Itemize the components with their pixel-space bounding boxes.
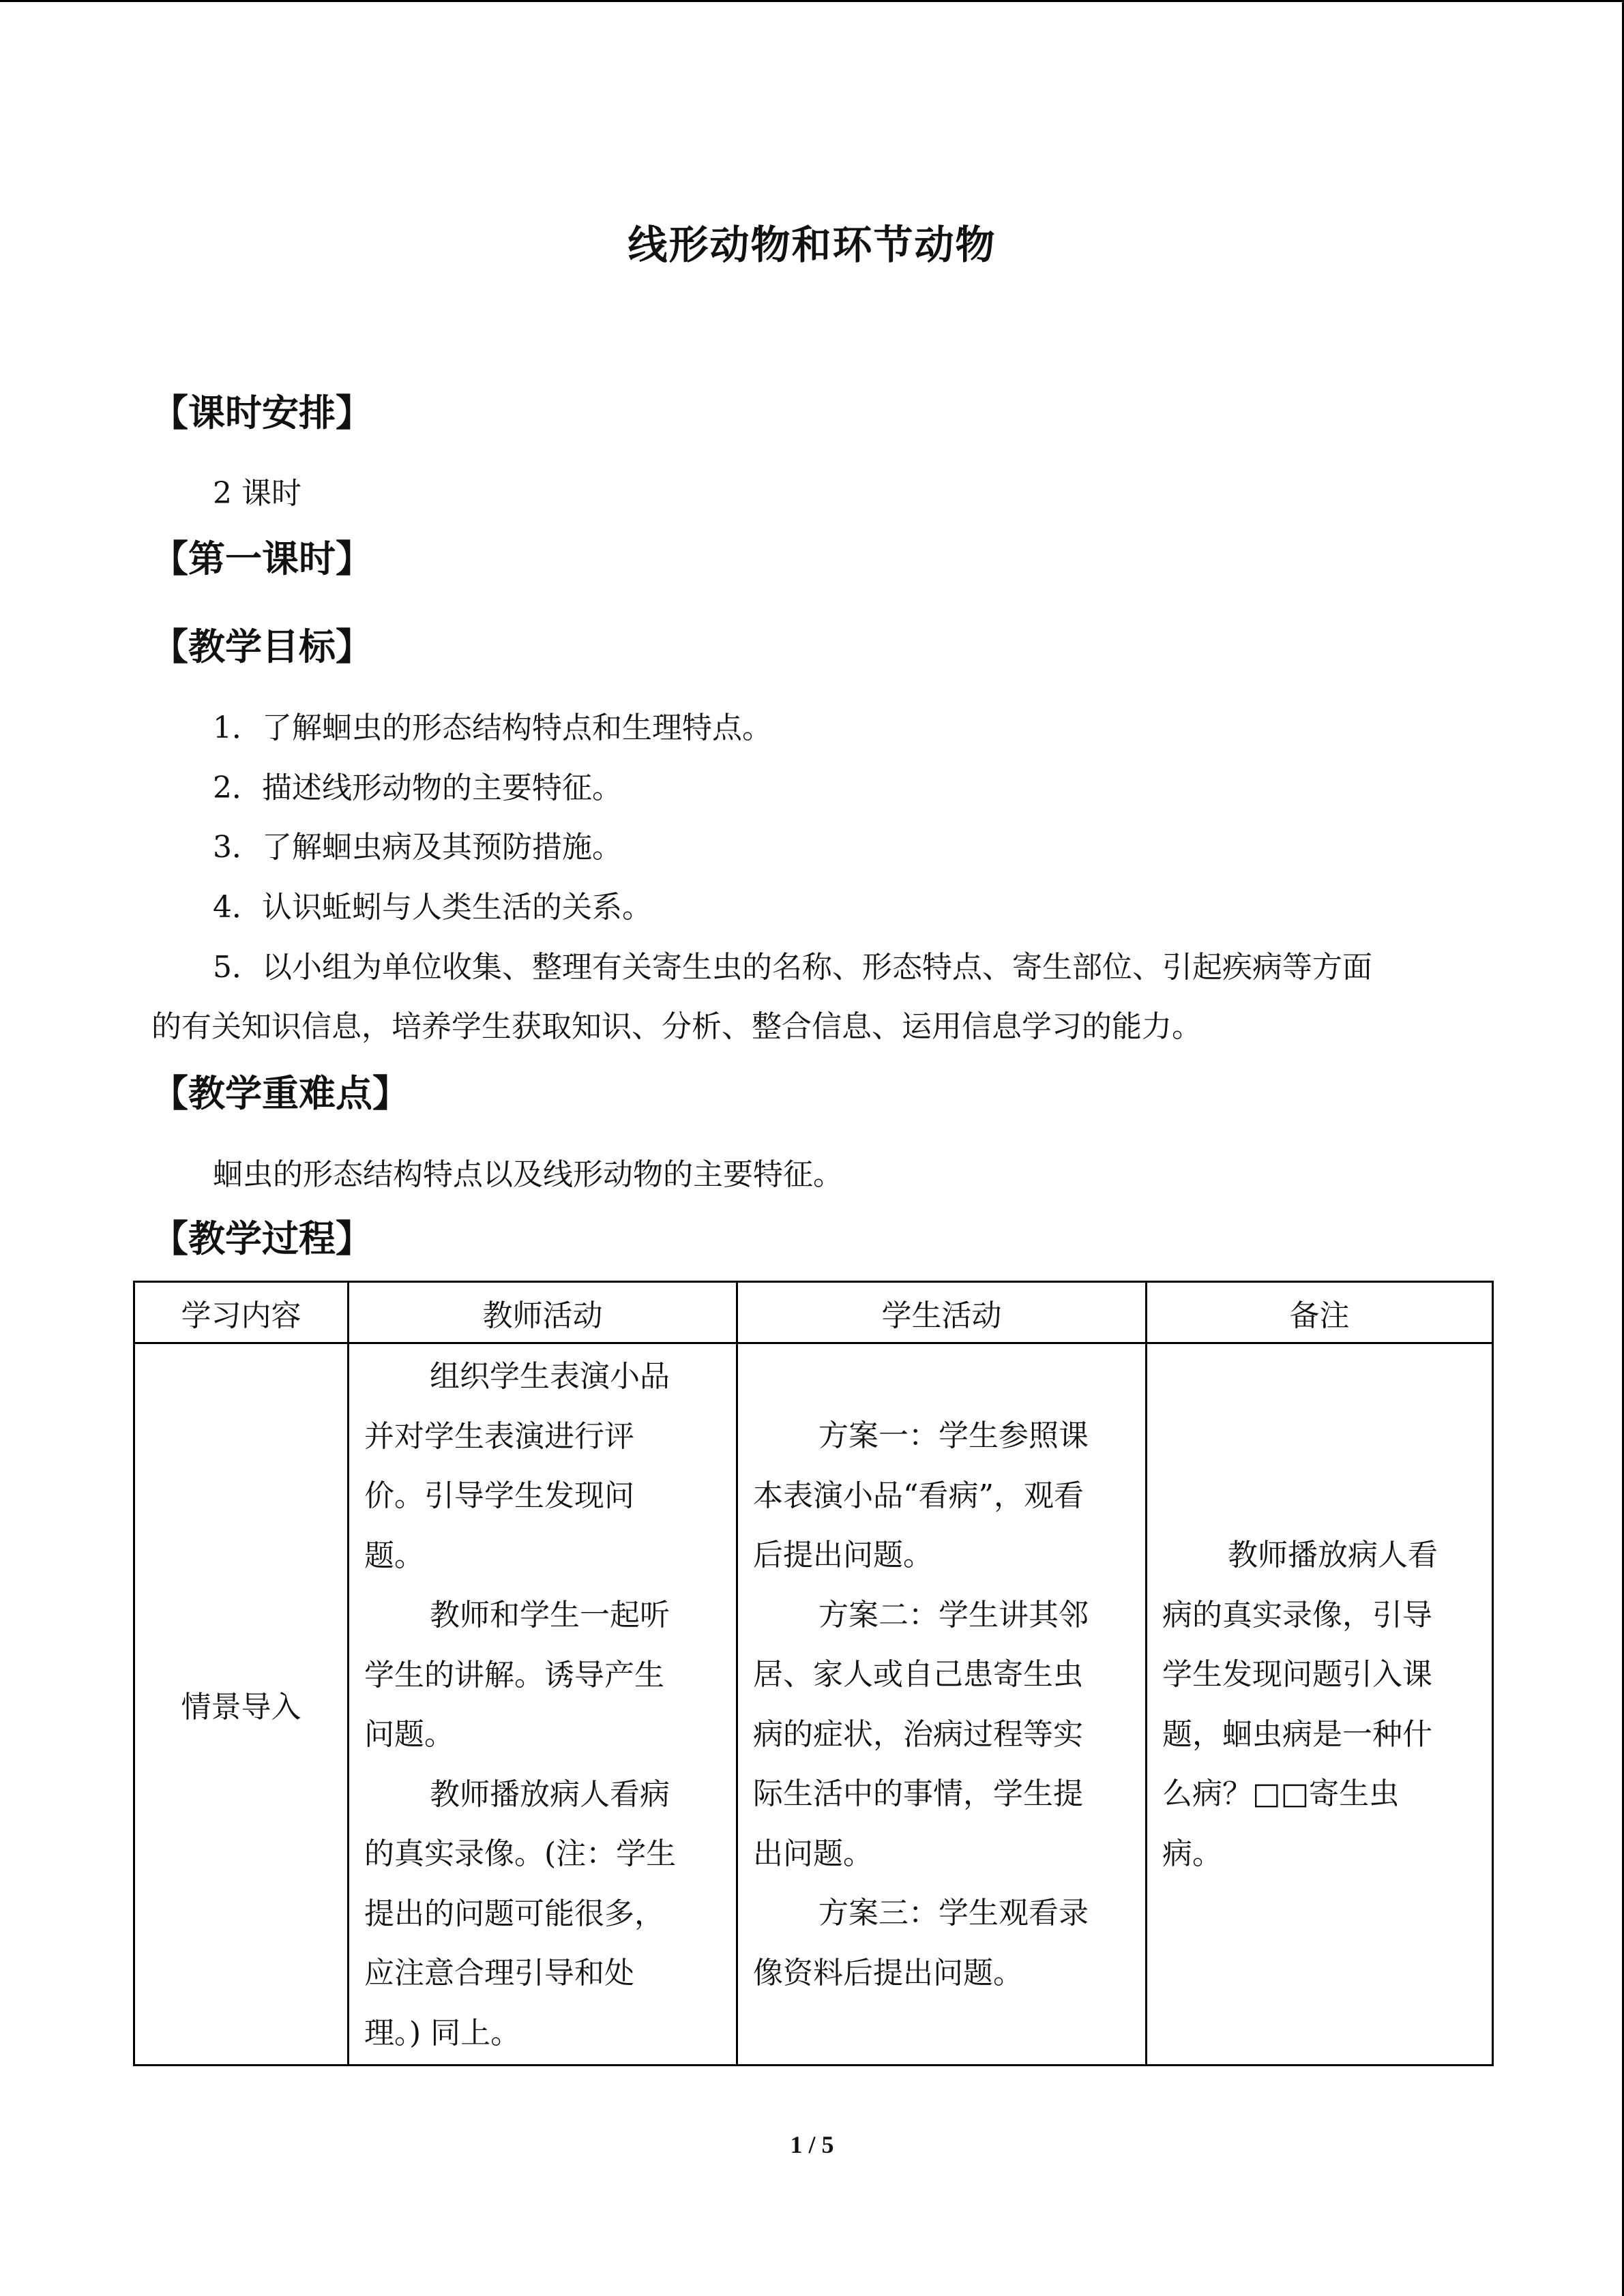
header-content: 学习内容 bbox=[134, 1282, 349, 1343]
heading-process: 【教学过程】 bbox=[151, 1217, 372, 1260]
header-teacher-activity: 教师活动 bbox=[349, 1282, 737, 1343]
teacher-line: 理。) 同上。 bbox=[364, 2015, 521, 2051]
objective-item: 5．以小组为单位收集、整理有关寄生虫的名称、形态特点、寄生部位、引起疾病等方面 bbox=[213, 950, 1372, 985]
teacher-line: 学生的讲解。诱导产生 bbox=[364, 1657, 664, 1693]
note-line: 学生发现问题引入课 bbox=[1162, 1657, 1432, 1692]
header-student-activity: 学生活动 bbox=[737, 1282, 1147, 1343]
objective-item: 2．描述线形动物的主要特征。 bbox=[213, 771, 622, 805]
cell-student-activity bbox=[737, 1343, 1147, 2066]
cell-teacher-activity bbox=[349, 1343, 737, 2066]
document-title: 线形动物和环节动物 bbox=[628, 222, 996, 268]
note-line: 么病？□□寄生虫 bbox=[1162, 1776, 1400, 1811]
heading-schedule: 【课时安排】 bbox=[151, 391, 372, 434]
page-number: 1 / 5 bbox=[790, 2131, 834, 2158]
student-line: 病的症状，治病过程等实 bbox=[753, 1716, 1083, 1752]
heading-first-lesson: 【第一课时】 bbox=[151, 537, 372, 580]
teaching-process-table bbox=[133, 1281, 1494, 2066]
key-points-text: 蛔虫的形态结构特点以及线形动物的主要特征。 bbox=[213, 1157, 843, 1192]
note-line: 病。 bbox=[1162, 1836, 1222, 1871]
student-line: 本表演小品“看病”，观看 bbox=[753, 1478, 1084, 1513]
teacher-line: 教师和学生一起听 bbox=[430, 1598, 670, 1632]
student-line: 方案二：学生讲其邻 bbox=[818, 1597, 1089, 1632]
objective-item: 3．了解蛔虫病及其预防措施。 bbox=[213, 830, 622, 865]
schedule-text: 2 课时 bbox=[213, 476, 301, 511]
student-line: 方案三：学生观看录 bbox=[818, 1896, 1089, 1930]
objective-item-continued: 的有关知识信息，培养学生获取知识、分析、整合信息、运用信息学习的能力。 bbox=[151, 1009, 1202, 1044]
heading-key-points: 【教学重难点】 bbox=[151, 1072, 409, 1115]
note-line: 教师播放病人看 bbox=[1228, 1538, 1438, 1572]
cell-content bbox=[134, 1343, 349, 2066]
table-header-row bbox=[134, 1282, 1493, 1343]
teacher-line: 价。引导学生发现问 bbox=[364, 1478, 634, 1513]
student-line: 居、家人或自己患寄生虫 bbox=[753, 1657, 1083, 1692]
note-line: 题，蛔虫病是一种什 bbox=[1162, 1716, 1432, 1752]
teacher-line: 教师播放病人看病 bbox=[430, 1776, 670, 1812]
student-line: 方案一：学生参照课 bbox=[818, 1418, 1089, 1453]
teacher-line: 组织学生表演小品 bbox=[430, 1359, 670, 1394]
teacher-line: 应注意合理引导和处 bbox=[364, 1956, 634, 1991]
table-row bbox=[134, 1343, 1493, 2066]
teacher-line: 提出的问题可能很多， bbox=[364, 1896, 664, 1931]
teacher-line: 并对学生表演进行评 bbox=[364, 1418, 634, 1454]
teacher-line: 问题。 bbox=[364, 1717, 454, 1752]
content-label: 情景导入 bbox=[181, 1690, 301, 1725]
student-line: 后提出问题。 bbox=[753, 1538, 933, 1572]
student-line: 出问题。 bbox=[753, 1836, 873, 1871]
objective-item: 4．认识蚯蚓与人类生活的关系。 bbox=[213, 890, 652, 925]
student-line: 际生活中的事情，学生提 bbox=[753, 1776, 1083, 1811]
cell-notes bbox=[1147, 1343, 1493, 2066]
note-line: 病的真实录像，引导 bbox=[1162, 1597, 1432, 1632]
header-notes: 备注 bbox=[1147, 1282, 1493, 1343]
teacher-line: 的真实录像。(注：学生 bbox=[364, 1836, 677, 1871]
objective-item: 1．了解蛔虫的形态结构特点和生理特点。 bbox=[213, 711, 772, 745]
student-line: 像资料后提出问题。 bbox=[753, 1955, 1023, 1991]
heading-objectives: 【教学目标】 bbox=[151, 625, 372, 668]
teacher-line: 题。 bbox=[364, 1538, 424, 1573]
